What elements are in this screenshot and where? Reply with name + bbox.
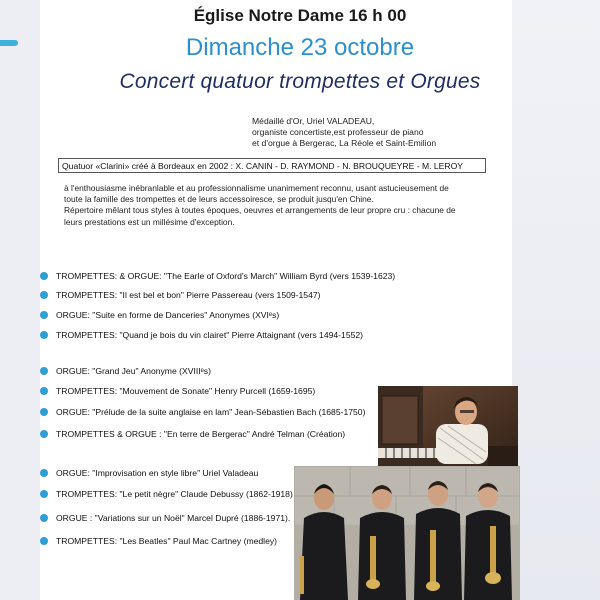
concert-date: Dimanche 23 octobre xyxy=(185,34,415,61)
program-item xyxy=(40,309,279,321)
program-item xyxy=(40,270,395,282)
quartet-photo xyxy=(294,466,520,600)
bullet-icon xyxy=(40,331,48,339)
bullet-icon xyxy=(40,272,48,280)
concert-title: Concert quatuor trompettes et Orgues xyxy=(119,70,481,93)
program-item xyxy=(40,406,365,418)
program-item xyxy=(40,512,290,524)
organist-bio xyxy=(252,116,436,149)
program-item-text: TROMPETTES & ORGUE : "En terre de Bergerac" André Telman (Création) xyxy=(56,429,346,439)
program-item-text: ORGUE: "Improvisation en style libre" Uriel Valadeau xyxy=(56,468,259,478)
program-item xyxy=(40,467,258,479)
bio-line: et d'orgue à Bergerac, La Réole et Saint-Emilion xyxy=(252,138,437,148)
bullet-icon xyxy=(40,311,48,319)
bio-line: organiste concertiste,est professeur de piano xyxy=(252,127,424,137)
quartet-heading-box: Quatuor «Clarini» créé à Bordeaux en 2002 : X. CANIN - D. RAYMOND - N. BROUQUEYRE - M. LEROY xyxy=(58,158,486,173)
bullet-icon xyxy=(40,387,48,395)
bullet-icon xyxy=(40,408,48,416)
program-item xyxy=(40,428,345,440)
description-line: à l'enthousiasme inébranlable et au professionnalisme unanimement reconnu, usant astucieusement de xyxy=(64,183,449,193)
quartet-description xyxy=(64,183,484,228)
program-item xyxy=(40,535,277,547)
program-item-text: TROMPETTES: "Quand je bois du vin clairet" Pierre Attaignant (vers 1494-1552) xyxy=(56,330,364,340)
bio-line: Médaillé d'Or, Uriel VALADEAU, xyxy=(252,116,375,126)
program-item xyxy=(40,329,363,341)
program-item xyxy=(40,365,211,377)
venue-time: Église Notre Dame 16 h 00 xyxy=(193,6,407,25)
bullet-icon xyxy=(40,490,48,498)
program-item xyxy=(40,289,321,301)
quartet-photo-illustration xyxy=(294,466,520,600)
program-item xyxy=(40,488,293,500)
program-item-text: ORGUE: "Suite en forme de Danceries" Anonymes (XVIᵉs) xyxy=(56,310,280,320)
bullet-icon xyxy=(40,469,48,477)
bullet-icon xyxy=(40,430,48,438)
program-item-text: TROMPETTES: "Mouvement de Sonate" Henry Purcell (1659-1695) xyxy=(56,386,316,396)
program-item-text: TROMPETTES: & ORGUE: "The Earle of Oxford's March" William Byrd (vers 1539-1623) xyxy=(56,271,396,281)
organist-photo-illustration xyxy=(378,386,518,478)
program-item-text: ORGUE: "Prélude de la suite anglaise en lam" Jean-Sébastien Bach (1685-1750) xyxy=(56,407,366,417)
bullet-icon xyxy=(40,537,48,545)
description-line: leurs prestations est un millésime d'exception. xyxy=(64,216,235,227)
bullet-icon xyxy=(40,514,48,522)
description-line: Répertoire mêlant tous styles à toutes époques, oeuvres et arrangements de leur propre cru : chacune de xyxy=(64,205,456,216)
program-item-text: TROMPETTES: "Le petit nègre" Claude Debussy (1862-1918) xyxy=(56,489,293,499)
bullet-icon xyxy=(40,291,48,299)
program-item-text: TROMPETTES: "Il est bel et bon" Pierre Passereau (vers 1509-1547) xyxy=(56,290,321,300)
description-line: toute la famille des trompettes et de leurs accessoiresce, se produit jusqu'en Chine. xyxy=(64,194,374,205)
bullet-icon xyxy=(40,367,48,375)
program-item-text: ORGUE : "Variations sur un Noël" Marcel Dupré (1886-1971). xyxy=(56,513,291,523)
program-item xyxy=(40,385,315,397)
organist-photo xyxy=(378,386,518,478)
program-item-text: ORGUE: "Grand Jeu" Anonyme (XVIIIᵉs) xyxy=(56,366,211,376)
program-item-text: TROMPETTES: "Les Beatles" Paul Mac Cartney (medley) xyxy=(56,536,278,546)
